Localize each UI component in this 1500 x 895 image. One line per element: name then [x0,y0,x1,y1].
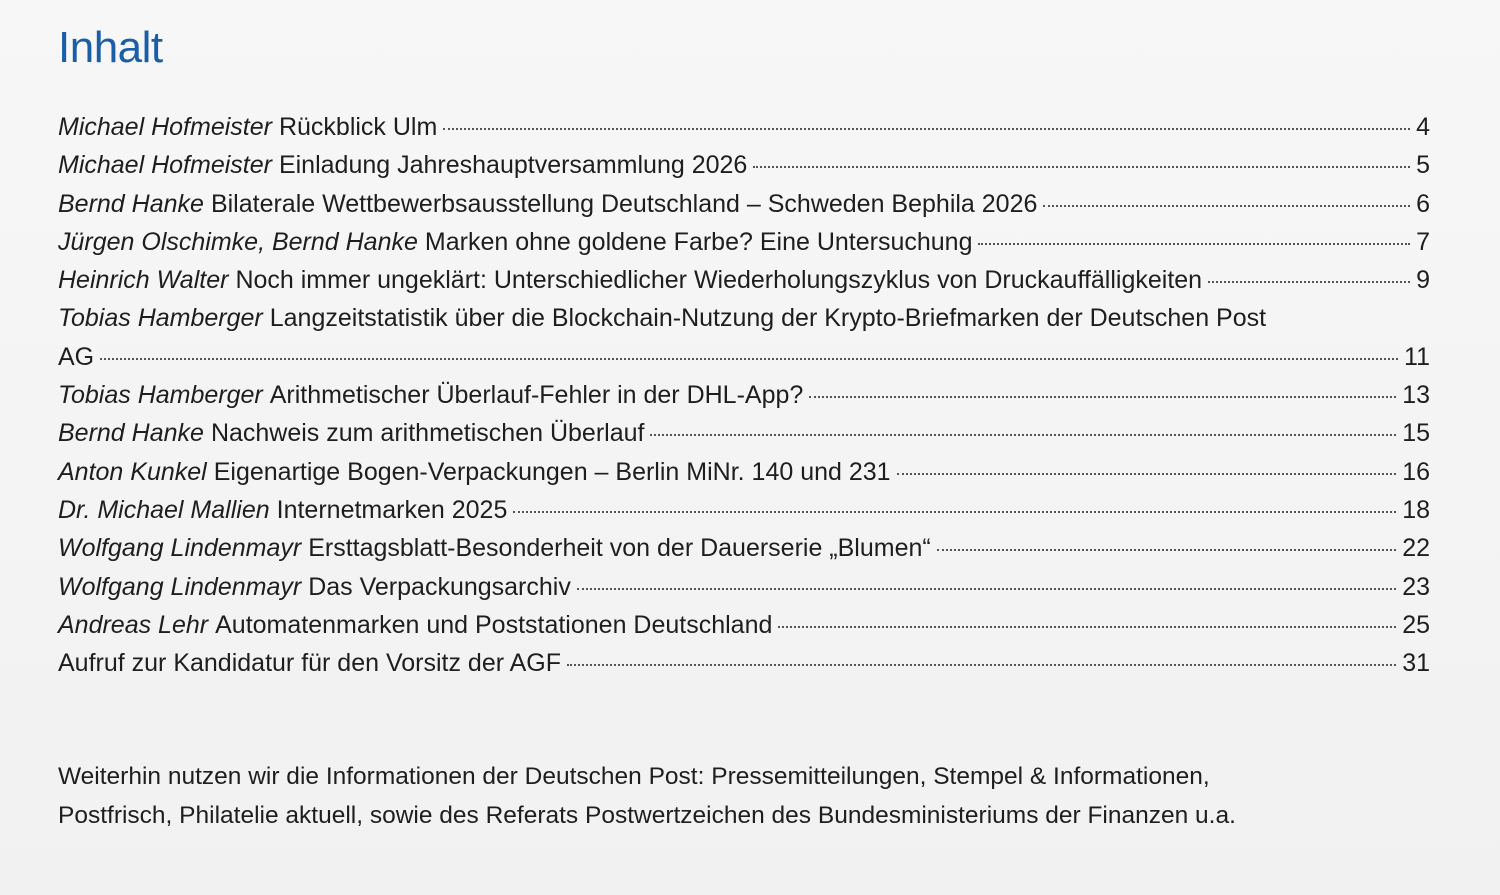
sources-note [58,757,1438,835]
dot-leader [1208,281,1410,283]
dot-leader [1043,205,1410,207]
dot-leader [937,549,1396,551]
sources-note-line: Weiterhin nutzen wir die Informationen der Deutschen Post: Pressemitteilungen, Stempel & Informationen, [58,763,1210,790]
toc-entry[interactable] [58,414,1430,452]
toc-title: Marken ohne goldene Farbe? Eine Untersuchung [424,227,973,256]
dot-leader [809,396,1396,398]
dot-leader [778,626,1396,628]
toc-page-number: 16 [1402,457,1430,486]
toc-title: Das Verpackungsarchiv [308,572,571,601]
dot-leader [978,243,1410,245]
toc-author: Heinrich Walter [58,266,229,295]
toc-author: Anton Kunkel [58,457,207,486]
toc-author: Tobias Hamberger [58,381,263,410]
toc-entry[interactable] [58,491,1430,529]
page-title: Inhalt [58,23,163,72]
sources-note-line: Postfrisch, Philatelie aktuell, sowie des Referats Postwertzeichen des Bundesministeriums der Finanzen u.a. [58,802,1236,829]
toc-entry[interactable] [58,376,1430,414]
toc-entry[interactable] [58,453,1430,491]
toc-title: Internetmarken 2025 [276,495,508,524]
toc-title: Langzeitstatistik über die Blockchain-Nutzung der Krypto-Briefmarken der Deutschen Post [269,304,1267,333]
toc-title: Nachweis zum arithmetischen Überlauf [210,419,645,448]
toc-author: Michael Hofmeister [58,151,272,180]
table-of-contents [58,108,1430,682]
toc-page-number: 13 [1402,381,1430,410]
dot-leader [577,588,1396,590]
dot-leader [650,434,1396,436]
toc-author: Bernd Hanke [58,419,204,448]
toc-author: Andreas Lehr [58,610,209,639]
toc-entry[interactable] [58,529,1430,567]
toc-page-number: 15 [1402,419,1430,448]
toc-title: Noch immer ungeklärt: Unterschiedlicher Wiederholungszyklus von Druckauffälligkeiten [235,266,1203,295]
toc-entry-continuation[interactable] [58,338,1430,376]
toc-page-number: 31 [1402,649,1430,678]
toc-title-continuation: AG [58,342,95,371]
toc-author: Bernd Hanke [58,189,204,218]
toc-title: Einladung Jahreshauptversammlung 2026 [278,151,748,180]
toc-entry[interactable] [58,223,1430,261]
toc-title: Aufruf zur Kandidatur für den Vorsitz der AGF [58,649,562,678]
toc-entry[interactable] [58,568,1430,606]
toc-author: Jürgen Olschimke, Bernd Hanke [58,227,418,256]
toc-entry[interactable] [58,261,1430,299]
dot-leader [513,511,1396,513]
dot-leader [567,664,1396,666]
toc-title: Arithmetischer Überlauf-Fehler in der DHL-App? [269,381,804,410]
dot-leader [100,358,1398,360]
toc-author: Tobias Hamberger [58,304,263,333]
toc-page-number: 9 [1416,266,1430,295]
toc-entry[interactable] [58,185,1430,223]
toc-entry[interactable] [58,299,1430,337]
toc-title: Bilaterale Wettbewerbsausstellung Deutschland – Schweden Bephila 2026 [210,189,1038,218]
toc-page-number: 25 [1402,610,1430,639]
toc-author: Wolfgang Lindenmayr [58,534,302,563]
toc-page-number: 18 [1402,495,1430,524]
toc-page-number: 6 [1416,189,1430,218]
toc-entry[interactable] [58,108,1430,146]
toc-title: Automatenmarken und Poststationen Deutschland [215,610,773,639]
dot-leader [443,128,1410,130]
toc-entry[interactable] [58,644,1430,682]
toc-title: Ersttagsblatt-Besonderheit von der Dauerserie „Blumen“ [308,534,931,563]
toc-page-number: 11 [1404,342,1430,371]
dot-leader [897,473,1397,475]
toc-author: Dr. Michael Mallien [58,495,270,524]
toc-author: Wolfgang Lindenmayr [58,572,302,601]
toc-page-number: 5 [1416,151,1430,180]
toc-title: Rückblick Ulm [278,113,438,141]
toc-author: Michael Hofmeister [58,113,272,141]
toc-page-number: 23 [1402,572,1430,601]
toc-entry[interactable] [58,606,1430,644]
toc-page-number: 22 [1402,534,1430,563]
toc-title: Eigenartige Bogen-Verpackungen – Berlin MiNr. 140 und 231 [213,457,891,486]
toc-entry[interactable] [58,146,1430,184]
toc-page-number: 7 [1416,227,1430,256]
toc-page-number: 4 [1416,113,1430,141]
dot-leader [753,166,1410,168]
